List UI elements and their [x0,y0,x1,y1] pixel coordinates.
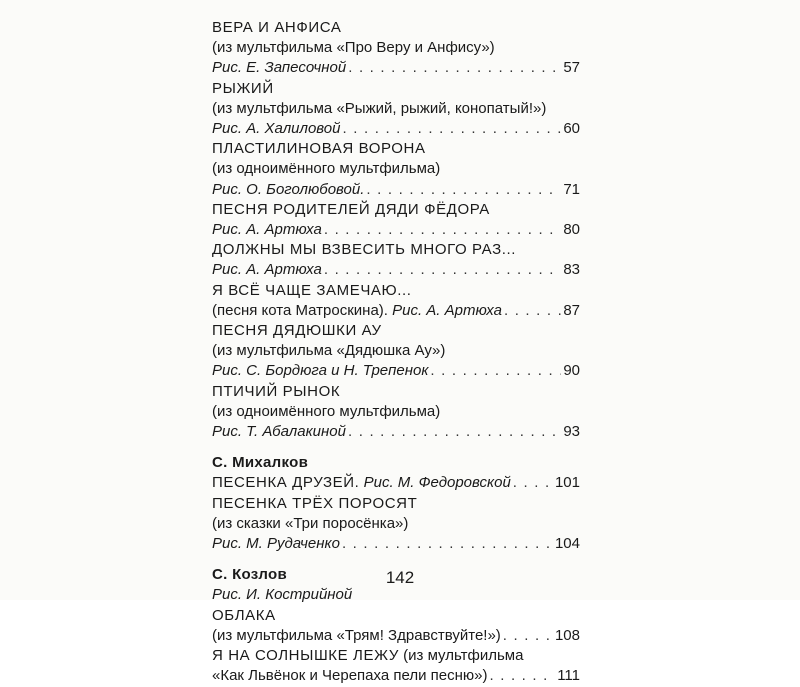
dot-leader [324,220,561,240]
toc-entry-source: (песня кота Матроскина). [212,301,388,319]
toc-entry-credit: Рис. А. Артюха [212,221,322,239]
dot-leader [513,473,553,493]
toc-entry-credit-line [212,301,580,321]
toc-page-number: 93 [563,423,580,441]
toc-page-number: 71 [563,180,580,198]
dot-leader [489,666,555,686]
dot-leader [366,180,561,200]
toc-entry-title: ПЕСНЯ РОДИТЕЛЕЙ ДЯДИ ФЁДОРА [212,200,490,218]
toc-entry-credit: Рис. Е. Запесочной [212,59,347,77]
dot-leader [430,361,561,381]
toc-entry-title: Я ВСЁ ЧАЩЕ ЗАМЕЧАЮ... [212,281,412,299]
dot-leader [504,301,561,321]
toc-page-number: 87 [563,301,580,319]
author-heading: С. Козлов [212,566,287,584]
dot-leader [324,260,561,280]
toc-entry-credit-line [212,422,580,442]
toc-entry-credit-line [212,220,580,240]
toc-entry-line [212,473,580,493]
toc-entry-title: Я НА СОЛНЫШКЕ ЛЕЖУ [212,647,399,665]
dot-leader [503,626,553,646]
toc-entry-credit-line [212,180,580,200]
toc-entry-title: ДОЛЖНЫ МЫ ВЗВЕСИТЬ МНОГО РАЗ... [212,241,517,259]
toc-entry-source: (из мультфильма «Рыжий, рыжий, конопатый!») [212,99,547,117]
toc-entry-credit-line [212,534,580,554]
toc-page-number: 80 [563,221,580,239]
toc-page-number: 60 [563,120,580,138]
toc-entry-title: РЫЖИЙ [212,79,274,97]
toc-entry-source: (из одноимённого мультфильма) [212,402,441,420]
toc-entry-title: ОБЛАКА [212,606,276,624]
toc-entry-source: (из мультфильма [403,647,524,665]
toc-page-number: 111 [557,667,580,685]
toc-entry-source: (из одноимённого мультфильма) [212,160,441,178]
toc-page-number: 90 [563,362,580,380]
toc-entry-source-line [212,666,580,686]
toc-entry-title: ПЕСЕНКА ТРЁХ ПОРОСЯТ [212,494,418,512]
toc-entry-source: (из мультфильма «Трям! Здравствуйте!») [212,626,501,644]
author-illustrator-credit: Рис. И. Кострийной [212,586,353,604]
toc-entry-credit: Рис. А. Артюха [212,261,322,279]
toc-entry-source: (из мультфильма «Про Веру и Анфису») [212,39,495,57]
toc-page-number: 104 [554,535,580,553]
toc-entry-title: ВЕРА И АНФИСА [212,19,342,36]
toc-page-number: 101 [554,474,580,492]
toc-entry-source: (из мультфильма «Дядюшка Ау») [212,342,446,360]
toc-entry-source: «Как Львёнок и Черепаха пели песню») [212,667,488,685]
toc-page-number: 83 [563,261,580,279]
toc-page-number: 57 [563,59,580,77]
toc-entry-credit-line [212,361,580,381]
toc-entry-source: (из сказки «Три поросёнка») [212,514,409,532]
toc-entry-credit: Рис. М. Федоровской [363,474,511,492]
toc-entry-credit-line [212,58,580,78]
page-number: 142 [385,568,415,587]
toc-entry-title: ПЕСНЯ ДЯДЮШКИ АУ [212,322,382,340]
toc-entry-title: ПТИЧИЙ РЫНОК [212,382,341,400]
dot-leader [348,58,561,78]
toc-entry-credit: Рис. С. Бордюга и Н. Трепенок [212,362,429,380]
dot-leader [348,422,561,442]
toc-entry-title: ПЕСЕНКА ДРУЗЕЙ. [212,474,360,492]
author-heading: С. Михалков [212,454,309,472]
toc-entry-credit-line [212,119,580,139]
toc-entry-credit: Рис. М. Рудаченко [212,535,340,553]
toc-entry-source-line [212,626,580,646]
toc-entry-credit: Рис. Т. Абалакиной [212,423,346,441]
toc-entry-credit: Рис. О. Боголюбовой. [212,180,365,198]
dot-leader [342,534,553,554]
toc-entry-credit-line [212,260,580,280]
toc-page-number: 108 [554,626,580,644]
toc-entry-credit: Рис. А. Халиловой [212,120,341,138]
dot-leader [343,119,562,139]
toc-entry-line [212,646,580,666]
toc-entry-credit: Рис. А. Артюха [392,301,502,319]
toc-entry-title: ПЛАСТИЛИНОВАЯ ВОРОНА [212,140,426,158]
